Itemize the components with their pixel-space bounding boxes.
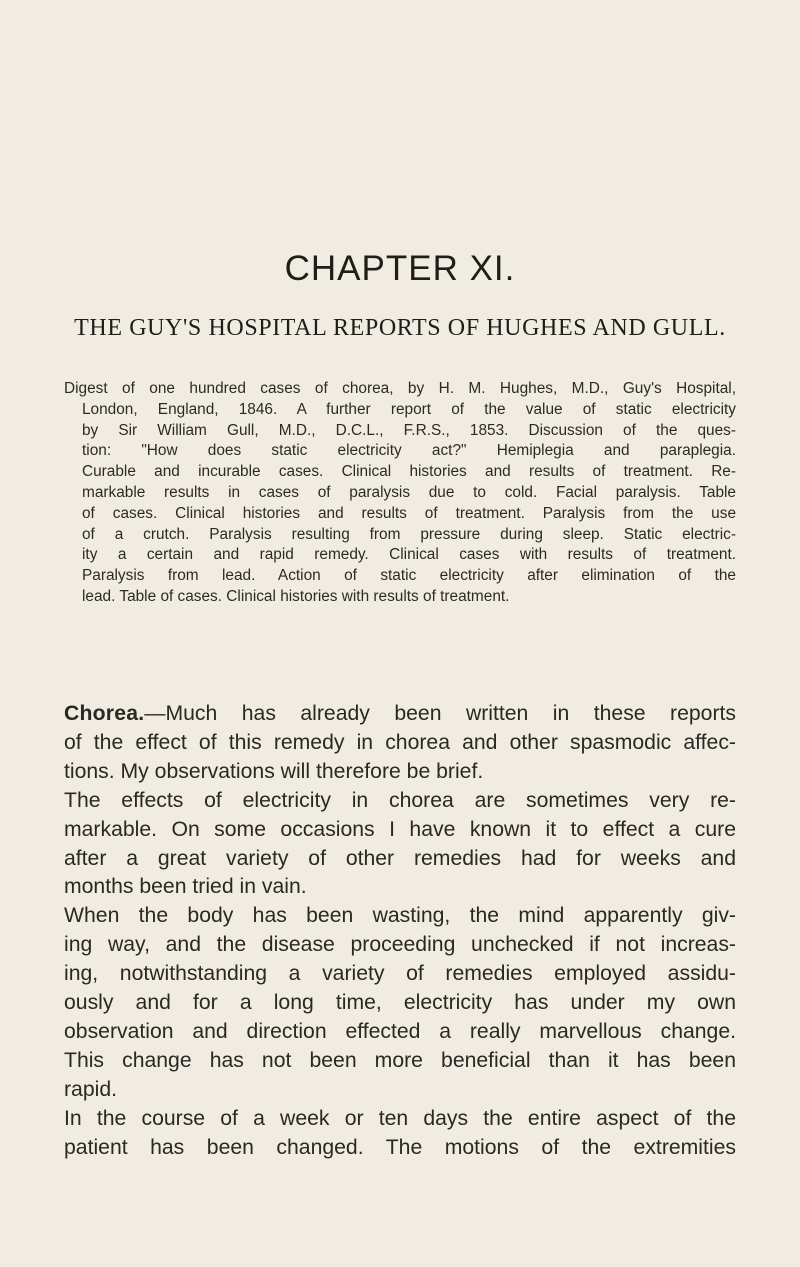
body-line: months been tried in vain. — [64, 875, 307, 899]
body-line — [64, 700, 736, 729]
section-run-in-heading: Chorea. — [64, 702, 145, 725]
paragraph-wasting — [64, 902, 736, 1104]
body-line: markable. On some occasions I have known it to effect a cure — [64, 817, 736, 841]
digest-line: markable results in cases of paralysis due to cold. Facial paralysis. Table — [82, 483, 736, 501]
body-line: ing, notwithstanding a variety of remedies employed assidu- — [64, 962, 736, 986]
digest-line: Digest of one hundred cases of chorea, by H. M. Hughes, M.D., Guy's Hospital, — [64, 380, 736, 397]
digest-line: ity a certain and rapid remedy. Clinical cases with results of treatment. — [82, 546, 736, 564]
body-line: rapid. — [64, 1077, 117, 1101]
body-line: tions. My observations will therefore be brief. — [64, 759, 484, 783]
digest-line: tion: "How does static electricity act?" Hemiplegia and paraplegia. — [82, 442, 736, 460]
chapter-digest — [64, 379, 736, 608]
body-line: ously and for a long time, electricity has under my own — [64, 991, 736, 1015]
digest-line: by Sir William Gull, M.D., D.C.L., F.R.S., 1853. Discussion of the ques- — [82, 421, 736, 439]
body-line: observation and direction effected a really marvellous change. — [64, 1019, 736, 1043]
paragraph-course — [64, 1105, 736, 1163]
digest-line: of cases. Clinical histories and results of treatment. Paralysis from the use — [82, 504, 736, 522]
body-line: of the effect of this remedy in chorea and other spasmodic affec- — [64, 730, 736, 754]
digest-line: Curable and incurable cases. Clinical histories and results of treatment. Re- — [82, 463, 736, 481]
body-text — [64, 700, 736, 1163]
paragraph-chorea-intro — [64, 700, 736, 787]
digest-line: of a crutch. Paralysis resulting from pressure during sleep. Static electric- — [82, 525, 736, 543]
digest-line: London, England, 1846. A further report of the value of static electricity — [82, 400, 736, 418]
body-line: When the body has been wasting, the mind apparently giv- — [64, 904, 736, 928]
digest-line: Paralysis from lead. Action of static electricity after elimination of the — [82, 567, 736, 585]
chapter-title: THE GUY'S HOSPITAL REPORTS OF HUGHES AND GULL. — [74, 315, 726, 341]
digest-line: lead. Table of cases. Clinical histories with results of treatment. — [82, 587, 510, 605]
body-line: after a great variety of other remedies had for weeks and — [64, 846, 736, 870]
body-line: The effects of electricity in chorea are sometimes very re- — [64, 788, 736, 812]
paragraph-effects — [64, 787, 736, 903]
body-line: In the course of a week or ten days the entire aspect of the — [64, 1106, 736, 1130]
body-line: patient has been changed. The motions of the extremities — [64, 1135, 736, 1159]
body-line: ing way, and the disease proceeding unchecked if not increas- — [64, 933, 736, 957]
body-line-text: —Much has already been written in these reports — [144, 702, 736, 725]
chapter-heading: CHAPTER XI. — [284, 249, 516, 288]
body-line: This change has not been more beneficial than it has been — [64, 1048, 736, 1072]
